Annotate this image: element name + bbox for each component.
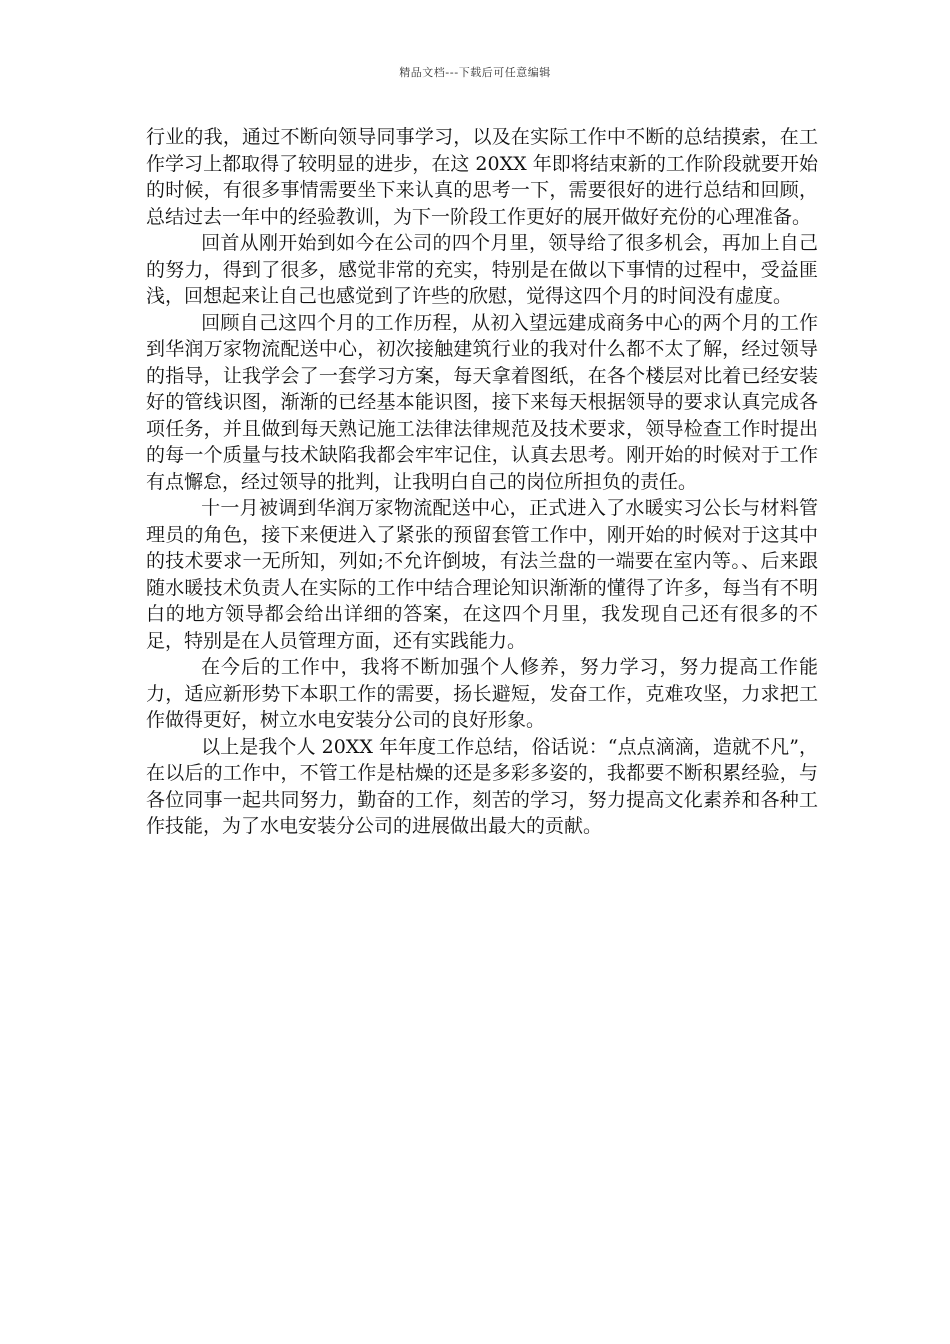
page-header: 精品文档---下载后可任意编辑 xyxy=(399,66,551,79)
document-body xyxy=(146,124,818,840)
paragraph: 以上是我个人 20XX 年年度工作总结，俗话说：“点点滴滴，造就不凡”，在以后的工作中，不管工作是枯燥的还是多彩多姿的，我都要不断积累经验，与各位同事一起共同努力，勤奋的工作，刻苦的学习，努力提高文化素养和各种工作技能，为了水电安装分公司的进展做出最大的贡献。 xyxy=(146,735,818,837)
paragraph-continued: 行业的我，通过不断向领导同事学习，以及在实际工作中不断的总结摸索，在工作学习上都取得了较明显的进步，在这 20XX 年即将结束新的工作阶段就要开始的时候，有很多事情需要坐下来认真的思考一下，需要很好的进行总结和回顾，总结过去一年中的经验教训，为下一阶段工作更好的展开做好充份的心理准备。 xyxy=(146,126,818,228)
paragraph: 在今后的工作中，我将不断加强个人修养，努力学习，努力提高工作能力，适应新形势下本职工作的需要，扬长避短，发奋工作，克难攻坚，力求把工作做得更好，树立水电安装分公司的良好形象。 xyxy=(146,656,818,731)
paragraph: 十一月被调到华润万家物流配送中心，正式进入了水暖实习公长与材料管理员的角色，接下来便进入了紧张的预留套管工作中，刚开始的时候对于这其中的技术要求一无所知，列如;不允许倒坡，有法兰盘的一端要在室内等。、后来跟随水暖技术负责人在实际的工作中结合理论知识渐渐的懂得了许多，每当有不明白的地方领导都会给出详细的答案，在这四个月里，我发现自己还有很多的不足，特别是在人员管理方面，还有实践能力。 xyxy=(146,497,818,652)
paragraph: 回首从刚开始到如今在公司的四个月里，领导给了很多机会，再加上自己的努力，得到了很多，感觉非常的充实，特别是在做以下事情的过程中，受益匪浅，回想起来让自己也感觉到了许些的欣慰，觉得这四个月的时间没有虚度。 xyxy=(146,232,818,307)
paragraph: 回顾自己这四个月的工作历程，从初入望远建成商务中心的两个月的工作到华润万家物流配送中心，初次接触建筑行业的我对什么都不太了解，经过领导的指导，让我学会了一套学习方案，每天拿着图纸，在各个楼层对比着已经安装好的管线识图，渐渐的已经基本能识图，接下来每天根据领导的要求认真完成各项任务，并且做到每天熟记施工法律法律规范及技术要求，领导检查工作时提出的每一个质量与技术缺陷我都会牢牢记住，认真去思考。刚开始的时候对于工作有点懈怠，经过领导的批判，让我明白自己的岗位所担负的责任。 xyxy=(146,311,818,493)
